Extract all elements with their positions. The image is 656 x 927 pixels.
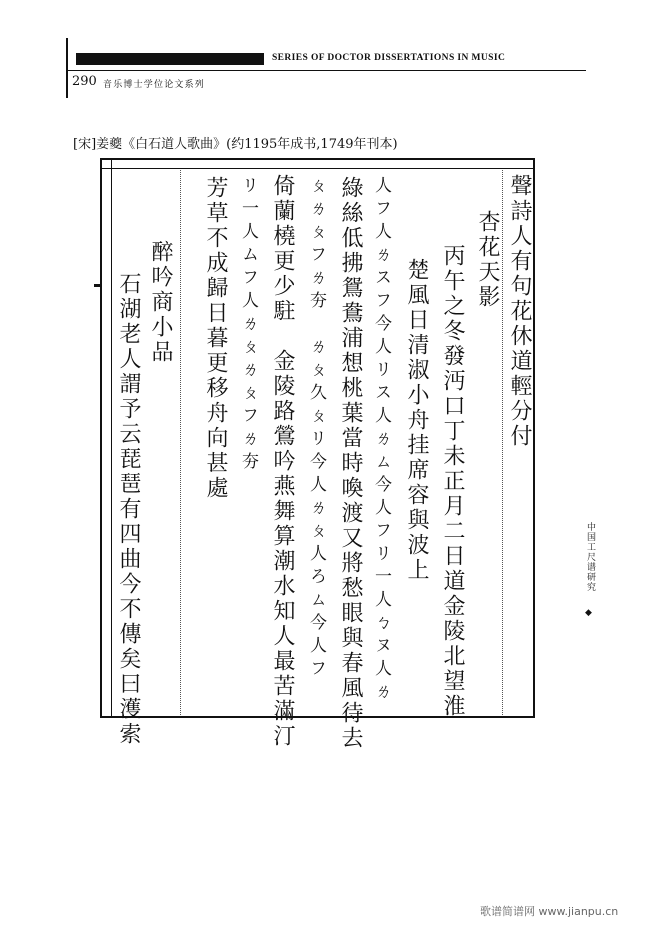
header-rule — [66, 70, 586, 71]
column-4: 楚風日清淑小舟挂席容與波上 — [404, 258, 429, 583]
figure-caption: [宋]姜夔《白石道人歌曲》(约1195年成书,1749年刊本) — [73, 137, 398, 152]
frame-inner-left-rule — [111, 158, 112, 718]
header-vertical-rule — [66, 38, 68, 98]
column-9-notation: リ一人ムフ人ㄌㄆㄌㄆフㄌ夯 — [238, 176, 258, 475]
header-black-bar — [76, 53, 264, 65]
series-title-chinese: 音乐博士学位论文系列 — [103, 80, 206, 90]
column-separator — [180, 170, 181, 715]
column-1: 聲詩人有句花休道輕分付 — [507, 174, 532, 449]
column-2-tune-title: 杏花天影 — [475, 210, 500, 310]
column-separator — [502, 170, 503, 715]
column-7-notation: ㄆㄌㄆフㄌ夯 ㄌㄆ久ㄆリ今人ㄌㄆ人ろㄙ今人フ — [306, 176, 326, 682]
watermark: 歌谱简谱网 www.jianpu.cn — [480, 905, 619, 918]
page-number: 290 — [72, 74, 97, 89]
side-note: 中国工尺谱研究 — [585, 522, 595, 592]
column-6: 綠絲低拂鴛鴦浦想桃葉當時喚渡又將愁眼與春風待去 — [338, 176, 363, 751]
series-title-english: SERIES OF DOCTOR DISSERTATIONS IN MUSIC — [272, 53, 506, 63]
margin-tick — [94, 284, 102, 287]
column-3: 丙午之冬發沔口丁未正月二日道金陵北望淮 — [440, 244, 465, 719]
column-11-tune-title: 醉吟商小品 — [148, 240, 173, 365]
column-5-notation: 人フ人ㄌスフ今人リス人ㄌㄙ今人フリ一人ㄅヌ人ㄌ — [371, 176, 391, 705]
column-8: 倚蘭橈更少駐 金陵路鶯吟燕舞算潮水知人最苦滿汀 — [270, 174, 295, 749]
diamond-icon: ◆ — [585, 608, 592, 618]
frame-inner-top-rule — [100, 168, 535, 169]
column-10: 芳草不成歸日暮更移舟向甚處 — [203, 176, 228, 501]
column-12: 石湖老人謂予云琵琶有四曲今不傳矣曰濩索 — [116, 272, 141, 747]
